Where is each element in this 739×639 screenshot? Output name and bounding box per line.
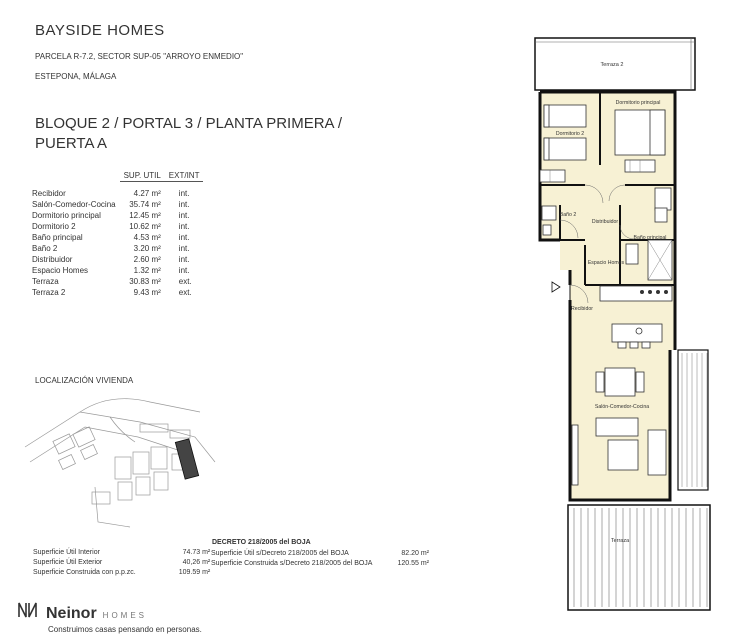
brand-logo	[18, 602, 147, 623]
location-title: LOCALIZACIÓN VIVIENDA	[35, 376, 134, 385]
label-salon: Salón-Comedor-Cocina	[594, 404, 650, 410]
table-row: Baño 2 3.20 m² int.	[32, 244, 190, 253]
decree-title: DECRETO 218/2005 del BOJA	[212, 539, 311, 546]
project-title: BAYSIDE HOMES	[35, 22, 165, 39]
brand-suffix: HOMES	[102, 611, 148, 620]
highlighted-block	[175, 439, 198, 479]
label-distribuidor: Distribuidor	[591, 219, 619, 225]
neinor-logo-icon	[18, 602, 40, 618]
label-terraza: Terraza	[610, 538, 630, 544]
entrance-marker	[552, 282, 560, 292]
summary-row: Superficie Construida s/Decreto 218/2005 del BOJA 120.55 m²	[211, 559, 430, 567]
brand-name: Neinor	[46, 605, 97, 622]
col-sup-util: SUP. UTIL	[120, 170, 165, 182]
side-balcony	[678, 350, 708, 490]
parcel-line: PARCELA R-7.2, SECTOR SUP-05 "ARROYO ENMEDIO"	[35, 52, 244, 61]
floor-plan	[530, 30, 715, 615]
table-row: Distribuidor 2.60 m² int.	[32, 255, 190, 264]
table-row: Espacio Homes 1.32 m² int.	[32, 266, 190, 275]
label-bano-principal: Baño principal	[633, 235, 667, 241]
location-line: ESTEPONA, MÁLAGA	[35, 72, 117, 81]
label-bano2: Baño 2	[559, 212, 577, 218]
label-dormitorio-principal: Dormitorio principal	[615, 100, 661, 106]
summary-row: Superficie Útil s/Decreto 218/2005 del BOJA 82.20 m²	[211, 549, 430, 557]
unit-title-line1: BLOQUE 2 / PORTAL 3 / PLANTA PRIMERA /	[35, 115, 343, 132]
brand-tagline: Construimos casas pensando en personas.	[48, 625, 202, 634]
table-row: Recibidor 4.27 m² int.	[32, 188, 190, 198]
summary-row: Superficie Construida con p.p.zc. 109.59 m²	[33, 568, 211, 576]
table-row: Salón-Comedor-Cocina 35.74 m² int.	[32, 200, 190, 209]
table-row: Terraza 2 9.43 m² ext.	[32, 288, 192, 297]
table-row: Dormitorio 2 10.62 m² int.	[32, 222, 190, 231]
table-row: Baño principal 4.53 m² int.	[32, 233, 190, 242]
label-dormitorio2: Dormitorio 2	[555, 131, 585, 137]
summary-left	[30, 547, 213, 577]
col-ext-int: EXT/INT	[165, 170, 204, 182]
summary-right	[208, 548, 432, 568]
label-espacio-homes: Espacio Homes	[587, 260, 625, 266]
summary-row: Superficie Útil Interior 74.73 m²	[33, 548, 211, 556]
site-key-plan	[20, 392, 220, 532]
label-recibidor: Recibidor	[571, 306, 593, 312]
label-terraza2: Terraza 2	[600, 62, 624, 68]
terraza-area	[568, 505, 710, 610]
table-row: Terraza 30.83 m² ext.	[32, 277, 192, 286]
table-row: Dormitorio principal 12.45 m² int.	[32, 211, 190, 220]
areas-table	[28, 170, 203, 298]
unit-title-line2: PUERTA A	[35, 135, 107, 152]
summary-row: Superficie Útil Exterior 40,26 m²	[33, 558, 211, 566]
